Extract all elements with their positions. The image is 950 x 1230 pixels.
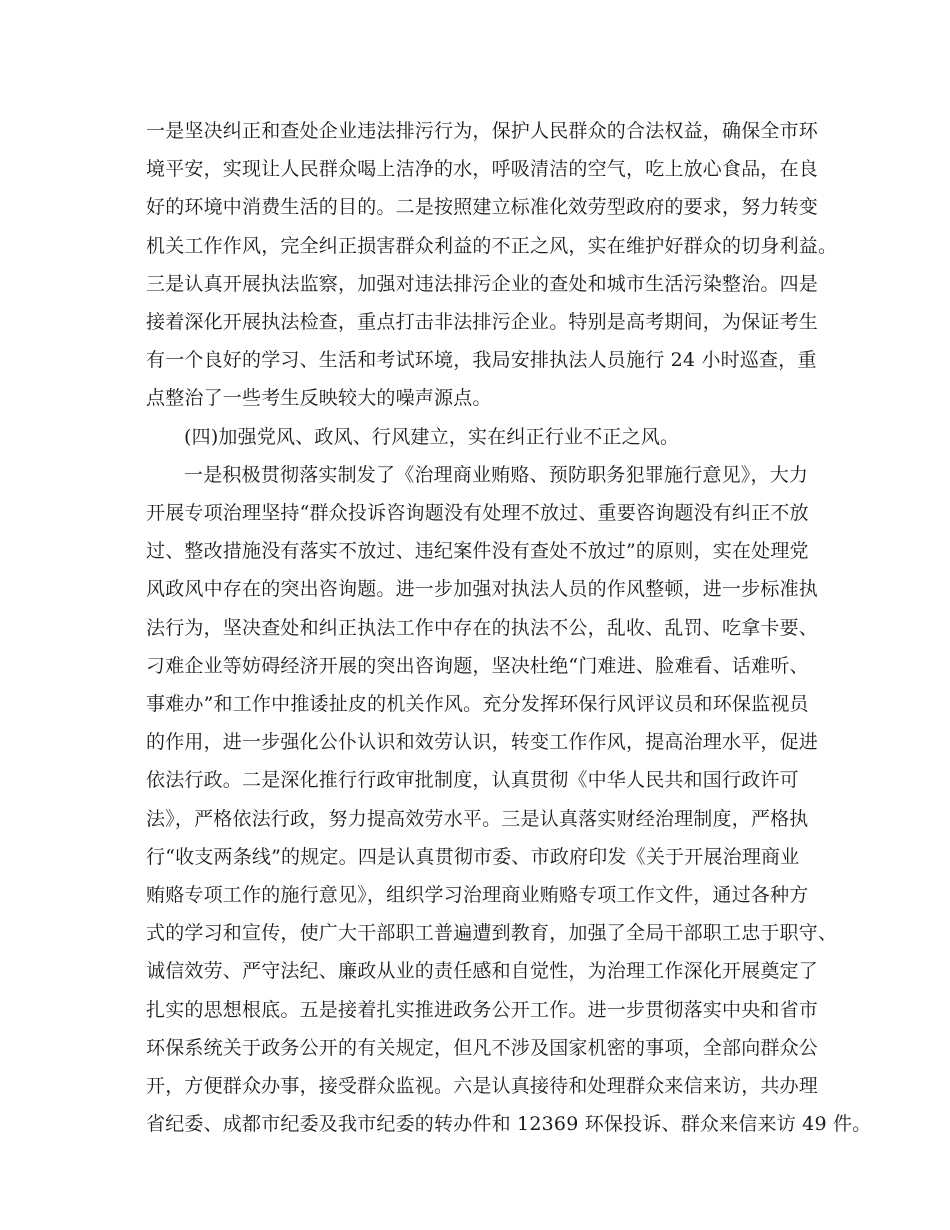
text-line: 省纪委、成都市纪委及我市纪委的转办件和 12369 环保投诉、群众来信来访 49 件。 [146,1113,872,1136]
heading-line: (四)加强党风、政风、行风建立，实在纠正行业不正之风。 [184,425,680,448]
text-line: 点整治了一些考生反映较大的噪声源点。 [146,387,492,410]
text-line: 接着深化开展执法检查，重点打击非法排污企业。特别是高考期间，为保证考生 [146,311,819,334]
text-line: 一是坚决纠正和查处企业违法排污行为，保护人民群众的合法权益，确保全市环 [146,120,819,142]
text-line: 行“收支两条线”的规定。四是认真贯彻市委、市政府印发《关于开展治理商业 [146,845,800,868]
text-line: 诚信效劳、严守法纪、廉政从业的责任感和自觉性，为治理工作深化开展奠定了 [146,960,819,983]
section-heading-4 [146,418,822,456]
paragraph-3 [146,456,872,1144]
text-line: 有一个良好的学习、生活和考试环境，我局安排执法人员施行 24 小时巡查，重 [146,349,817,372]
text-line: 境平安，实现让人民群众喝上洁净的水，呼吸清洁的空气，吃上放心食品，在良 [146,158,819,181]
text-line: 的作用，进一步强化公仆认识和效劳认识，转变工作作风，提高治理水平，促进 [146,731,819,754]
text-line: 式的学习和宣传，使广大干部职工普遍遭到教育，加强了全局干部职工忠于职守、 [146,922,838,945]
text-line: 风政风中存在的突出咨询题。进一步加强对执法人员的作风整顿，进一步标准执 [146,578,819,601]
text-line: 一是积极贯彻落实制发了《治理商业贿赂、预防职务犯罪施行意见》，大力 [184,463,809,486]
text-line: 环保系统关于政务公开的有关规定，但凡不涉及国家机密的事项，全部向群众公 [146,1036,819,1059]
document-body [146,112,872,1143]
text-line: 机关工作作风，完全纠正损害群众利益的不正之风，实在维护好群众的切身利益。 [146,234,838,257]
text-line: 事难办”和工作中推诿扯皮的机关作风。充分发挥环保行风评议员和环保监视员 [146,693,809,716]
text-line: 开，方便群众办事，接受群众监视。六是认真接待和处理群众来信来访，共办理 [146,1075,819,1098]
text-line: 依法行政。二是深化推行行政审批制度，认真贯彻《中华人民共和国行政许可 [146,769,799,792]
paragraph-1 [146,112,838,418]
text-line: 开展专项治理坚持“群众投诉咨询题没有处理不放过、重要咨询题没有纠正不放 [146,502,809,525]
text-line: 三是认真开展执法监察，加强对违法排污企业的查处和城市生活污染整治。四是 [146,272,819,295]
text-line: 法行为，坚决查处和纠正执法工作中存在的执法不公，乱收、乱罚、吃拿卡要、 [146,616,819,639]
text-line: 贿赂专项工作的施行意见》，组织学习治理商业贿赂专项工作文件，通过各种方 [146,884,809,907]
text-line: 刁难企业等妨碍经济开展的突出咨询题，坚决杜绝“门难进、脸难看、话难听、 [146,654,809,677]
text-line: 过、整改措施没有落实不放过、违纪案件没有查处不放过”的原则，实在处理党 [146,540,809,563]
text-line: 法》，严格依法行政，努力提高效劳水平。三是认真落实财经治理制度，严格执 [146,807,809,830]
text-line: 好的环境中消费生活的目的。二是按照建立标准化效劳型政府的要求，努力转变 [146,196,819,219]
text-line: 扎实的思想根底。五是接着扎实推进政务公开工作。进一步贯彻落实中央和省市 [146,998,819,1021]
